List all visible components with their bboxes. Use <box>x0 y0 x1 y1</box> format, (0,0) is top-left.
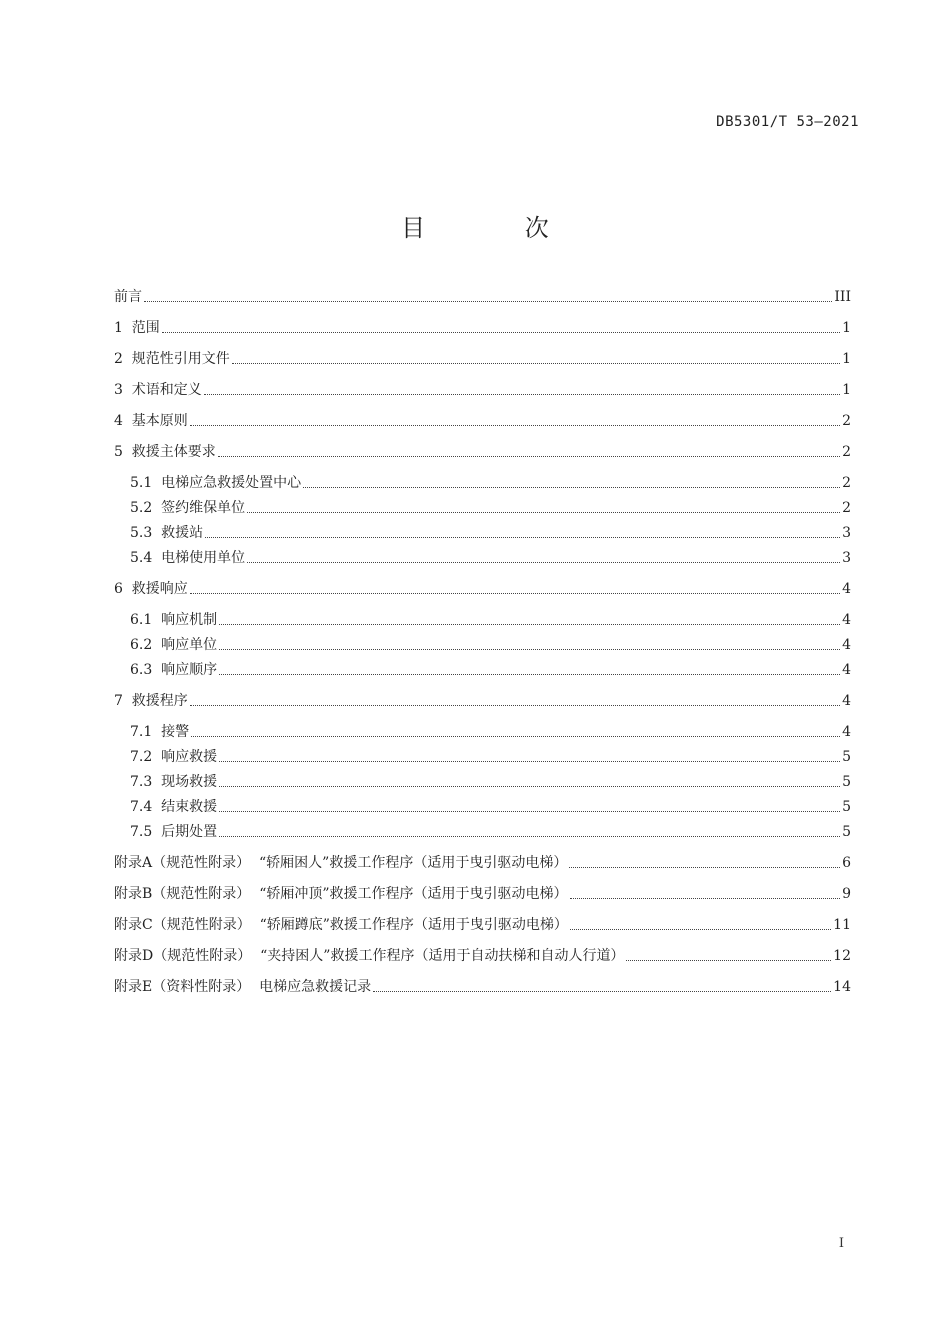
toc-entry[interactable] <box>114 411 851 431</box>
toc-entry-page: 1 <box>842 320 851 336</box>
toc-entry[interactable] <box>114 349 851 369</box>
toc-entry-label: 5.2 签约维保单位 <box>130 500 246 516</box>
toc-entry-appendix[interactable] <box>114 884 851 904</box>
toc-subentry[interactable] <box>130 523 851 543</box>
dot-leader <box>205 537 840 538</box>
toc-subentry[interactable] <box>130 548 851 568</box>
toc-entry-label: 附录E（资料性附录） 电梯应急救援记录 <box>114 979 372 995</box>
toc-entry-label: 6.1 响应机制 <box>130 612 218 628</box>
toc-entry[interactable] <box>114 691 851 711</box>
toc-entry-page: 1 <box>842 351 851 367</box>
toc-entry-page: 4 <box>842 637 851 653</box>
toc-subentry[interactable] <box>130 747 851 767</box>
toc-entry-page: 5 <box>842 824 851 840</box>
dot-leader <box>569 867 840 868</box>
toc-entry-label: 2 规范性引用文件 <box>114 351 230 367</box>
toc-entry-label: 附录B（规范性附录） “轿厢冲顶”救援工作程序（适用于曳引驱动电梯） <box>114 886 568 902</box>
toc-entry-page: 11 <box>833 917 851 933</box>
toc-entry-appendix[interactable] <box>114 946 851 966</box>
toc-entry-label: 5 救援主体要求 <box>114 444 216 460</box>
toc-entry-page: 3 <box>842 525 851 541</box>
toc-entry-label: 前言 <box>114 289 142 305</box>
toc-entry-appendix[interactable] <box>114 977 851 997</box>
toc-entry[interactable] <box>114 287 851 307</box>
toc-entry-page: 2 <box>842 413 851 429</box>
toc-entry-label: 6 救援响应 <box>114 581 188 597</box>
toc-entry-label: 5.1 电梯应急救援处置中心 <box>130 475 302 491</box>
toc-entry-page: 3 <box>842 550 851 566</box>
toc-entry-label: 4 基本原则 <box>114 413 188 429</box>
toc-entry-label: 5.4 电梯使用单位 <box>130 550 246 566</box>
toc-subentry[interactable] <box>130 660 851 680</box>
toc-entry-page: 14 <box>833 979 851 995</box>
toc-subentry[interactable] <box>130 822 851 842</box>
dot-leader <box>626 960 831 961</box>
dot-leader <box>219 811 840 812</box>
toc-entry-label: 7 救援程序 <box>114 693 188 709</box>
dot-leader <box>190 705 840 706</box>
toc-entry-appendix[interactable] <box>114 853 851 873</box>
toc-entry-page: 5 <box>842 774 851 790</box>
toc-entry-page: 4 <box>842 612 851 628</box>
toc-entry-page: 1 <box>842 382 851 398</box>
dot-leader <box>162 332 840 333</box>
toc-entry-page: 4 <box>842 662 851 678</box>
dot-leader <box>232 363 840 364</box>
toc-entry-label: 5.3 救援站 <box>130 525 204 541</box>
toc-subentry[interactable] <box>130 635 851 655</box>
toc-entry-page: 5 <box>842 749 851 765</box>
toc-entry-label: 6.3 响应顺序 <box>130 662 218 678</box>
toc-entry-page: 4 <box>842 724 851 740</box>
toc-entry-page: 2 <box>842 500 851 516</box>
toc-entry-page: 4 <box>842 693 851 709</box>
toc-entry-page: 4 <box>842 581 851 597</box>
toc-subentry[interactable] <box>130 797 851 817</box>
toc-entry[interactable] <box>114 579 851 599</box>
toc-subentry[interactable] <box>130 498 851 518</box>
toc-entry-label: 7.1 接警 <box>130 724 190 740</box>
toc-entry-label: 6.2 响应单位 <box>130 637 218 653</box>
toc-entry-page: 6 <box>842 855 851 871</box>
toc-entry-label: 7.3 现场救援 <box>130 774 218 790</box>
dot-leader <box>219 786 840 787</box>
dot-leader <box>191 736 840 737</box>
dot-leader <box>247 512 840 513</box>
dot-leader <box>219 761 840 762</box>
footer-page-number: I <box>838 1236 844 1251</box>
toc-entry-page: 9 <box>842 886 851 902</box>
toc-subentry[interactable] <box>130 772 851 792</box>
dot-leader <box>219 674 840 675</box>
toc-entry-page: 2 <box>842 475 851 491</box>
toc-entry-page: 12 <box>833 948 851 964</box>
dot-leader <box>190 425 840 426</box>
toc-entry-label: 3 术语和定义 <box>114 382 202 398</box>
toc-subentry[interactable] <box>130 473 851 493</box>
toc-entry-label: 7.5 后期处置 <box>130 824 218 840</box>
dot-leader <box>373 991 831 992</box>
toc-entry-label: 7.2 响应救援 <box>130 749 218 765</box>
dot-leader <box>219 836 840 837</box>
dot-leader <box>219 624 840 625</box>
toc-subentry[interactable] <box>130 610 851 630</box>
toc-entry[interactable] <box>114 380 851 400</box>
dot-leader <box>190 593 840 594</box>
toc-entry-label: 1 范围 <box>114 320 160 336</box>
toc-entry-page: 5 <box>842 799 851 815</box>
toc-entry-appendix[interactable] <box>114 915 851 935</box>
dot-leader <box>570 898 841 899</box>
toc-subentry[interactable] <box>130 722 851 742</box>
dot-leader <box>303 487 840 488</box>
dot-leader <box>218 456 840 457</box>
dot-leader <box>247 562 840 563</box>
toc-entry-label: 附录A（规范性附录） “轿厢困人”救援工作程序（适用于曳引驱动电梯） <box>114 855 568 871</box>
dot-leader <box>219 649 840 650</box>
toc-entry-label: 7.4 结束救援 <box>130 799 218 815</box>
toc-entry-label: 附录C（规范性附录） “轿厢蹲底”救援工作程序（适用于曳引驱动电梯） <box>114 917 568 933</box>
toc-entry[interactable] <box>114 442 851 462</box>
toc-entry-page: III <box>834 289 851 305</box>
dot-leader <box>144 301 832 302</box>
dot-leader <box>204 394 840 395</box>
doc-code: DB5301/T 53—2021 <box>716 114 859 130</box>
toc-entry-label: 附录D（规范性附录） “夹持困人”救援工作程序（适用于自动扶梯和自动人行道） <box>114 948 625 964</box>
toc-entry[interactable] <box>114 318 851 338</box>
dot-leader <box>570 929 831 930</box>
toc-entry-page: 2 <box>842 444 851 460</box>
page-title: 目 次 <box>401 214 595 242</box>
